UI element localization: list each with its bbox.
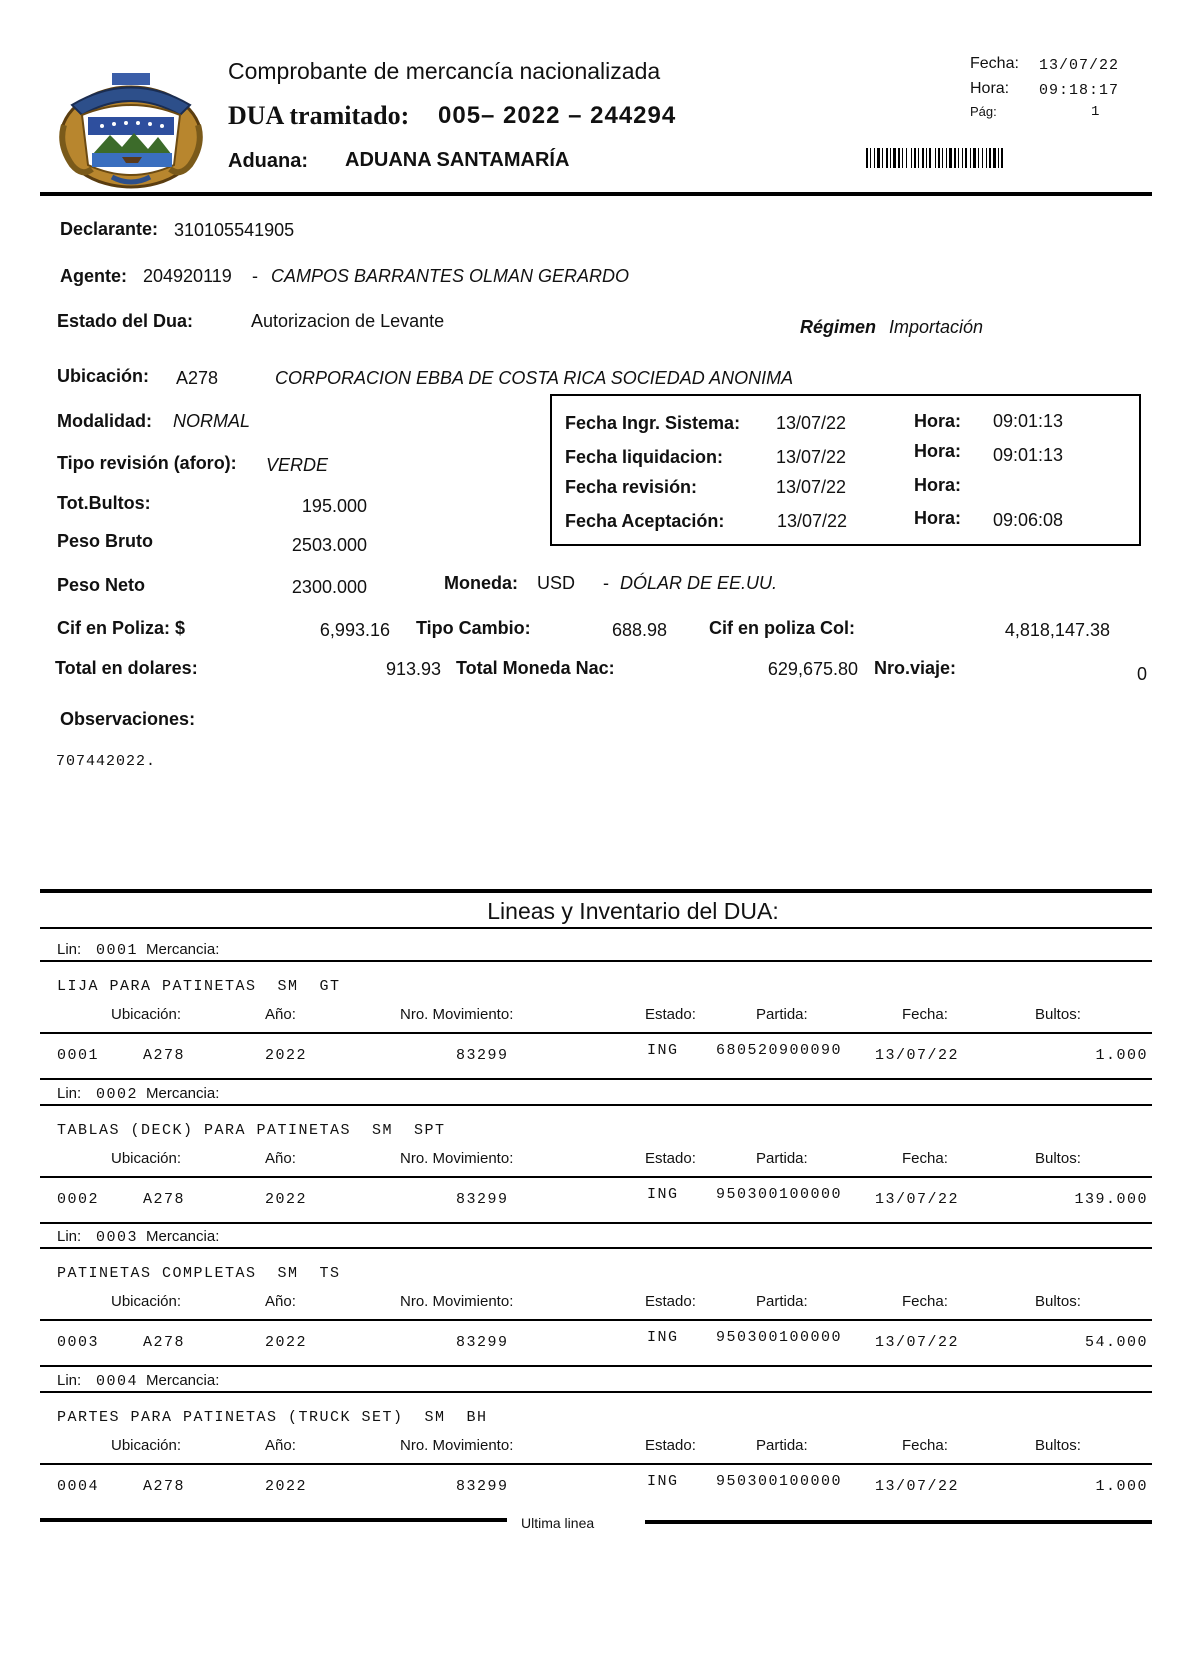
tot-bultos-value: 195.000	[301, 496, 367, 516]
moneda-name: DÓLAR DE EE.UU.	[620, 573, 778, 593]
aduana-value: ADUANA SANTAMARÍA	[345, 149, 570, 171]
row-ubicacion: A278	[143, 1477, 186, 1495]
barcode-bar	[965, 148, 967, 168]
barcode-bar	[926, 148, 927, 168]
line-columns-rule	[40, 1463, 1152, 1465]
mercancia-label: Mercancia:	[146, 941, 220, 958]
barcode-bar	[911, 148, 912, 168]
hora-aceptacion-label: Hora:	[914, 508, 962, 528]
row-estado: ING	[647, 1472, 679, 1490]
lin-label: Lin:	[57, 941, 82, 958]
row-bultos: 1.000	[1095, 1477, 1148, 1495]
row-number: 0002	[57, 1190, 100, 1208]
coat-of-arms-emblem	[52, 65, 210, 193]
agente-code: 204920119	[143, 266, 232, 286]
lines-section-title: Lineas y Inventario del DUA:	[487, 898, 779, 924]
col-header: Bultos:	[1035, 1149, 1081, 1167]
tot-bultos-label: Tot.Bultos:	[57, 493, 151, 513]
lin-label: Lin:	[57, 1371, 82, 1389]
lin-number: 0003	[96, 1229, 139, 1246]
col-header: Fecha:	[902, 1149, 948, 1167]
barcode-bar	[918, 148, 919, 168]
observaciones-label: Observaciones:	[60, 709, 196, 729]
row-anio: 2022	[265, 1477, 308, 1495]
row-ubicacion: A278	[143, 1190, 186, 1208]
cif-poliza-value: 6,993.16	[319, 620, 390, 640]
pag-value: 1	[1091, 104, 1100, 120]
col-header: Estado:	[645, 1006, 696, 1023]
col-header: Partida:	[756, 1436, 808, 1454]
barcode-bar	[870, 148, 871, 168]
fecha-liquidacion-label: Fecha liquidacion:	[565, 447, 724, 467]
barcode-bar	[958, 148, 959, 168]
line-separator-rule	[40, 1078, 1152, 1080]
row-bultos: 54.000	[1084, 1334, 1148, 1351]
barcode-bar	[973, 148, 976, 168]
cif-col-value: 4,818,147.38	[1004, 620, 1110, 640]
col-header: Fecha:	[902, 1006, 948, 1023]
line-description: PATINETAS COMPLETAS SM TS	[57, 1265, 341, 1282]
pag-label: Pág:	[970, 104, 997, 119]
row-ubicacion: A278	[143, 1047, 186, 1064]
lin-number: 0004	[96, 1372, 139, 1390]
col-header: Año:	[265, 1293, 296, 1310]
fecha-aceptacion-date: 13/07/22	[777, 511, 848, 531]
tipo-revision-label: Tipo revisión (aforo):	[57, 453, 237, 473]
col-header: Ubicación:	[111, 1436, 182, 1454]
row-partida: 950300100000	[716, 1185, 843, 1203]
col-header: Nro. Movimiento:	[400, 1436, 514, 1454]
barcode-bar	[962, 148, 963, 168]
declarante-value: 310105541905	[174, 220, 295, 240]
barcode-bar	[993, 148, 996, 168]
total-dolares-value: 913.93	[385, 659, 441, 679]
col-header: Partida:	[756, 1149, 808, 1167]
row-number: 0001	[57, 1047, 100, 1064]
barcode-bar	[998, 148, 999, 168]
row-ubicacion: A278	[143, 1334, 186, 1351]
line-description: LIJA PARA PATINETAS SM GT	[57, 978, 341, 995]
row-partida: 950300100000	[716, 1472, 843, 1490]
total-nac-label: Total Moneda Nac:	[456, 658, 615, 678]
row-movimiento: 83299	[456, 1047, 509, 1064]
fecha-revision-date: 13/07/22	[776, 477, 847, 497]
row-fecha: 13/07/22	[875, 1047, 960, 1064]
barcode-bar	[942, 148, 943, 168]
estado-label: Estado del Dua:	[57, 311, 194, 331]
observaciones-value: 707442022.	[56, 753, 157, 770]
row-bultos: 139.000	[1074, 1190, 1148, 1208]
tipo-cambio-value: 688.98	[611, 620, 667, 640]
footer-left-rule	[40, 1518, 507, 1522]
row-fecha: 13/07/22	[875, 1190, 960, 1208]
col-header: Año:	[265, 1149, 296, 1167]
dua-number: 005– 2022 – 244294	[438, 102, 677, 129]
peso-neto-value: 2300.000	[291, 577, 367, 597]
barcode-bar	[946, 148, 947, 168]
row-fecha: 13/07/22	[875, 1334, 960, 1351]
barcode-bar	[935, 148, 936, 168]
barcode-bar	[954, 148, 956, 168]
fecha-label: Fecha:	[970, 55, 1019, 72]
barcode-bar	[949, 148, 952, 168]
row-estado: ING	[647, 1185, 679, 1203]
mercancia-label: Mercancia:	[146, 1371, 220, 1389]
row-partida: 950300100000	[716, 1329, 843, 1346]
ultima-linea-label: Ultima linea	[521, 1515, 595, 1531]
aduana-label: Aduana:	[228, 150, 308, 172]
barcode-bar	[893, 148, 896, 168]
estado-value: Autorizacion de Levante	[251, 311, 445, 331]
cif-poliza-label: Cif en Poliza: $	[57, 618, 186, 638]
row-number: 0003	[57, 1334, 100, 1351]
line-separator-rule	[40, 1222, 1152, 1224]
barcode-bar	[1001, 148, 1003, 168]
modalidad-label: Modalidad:	[57, 411, 152, 431]
col-header: Bultos:	[1035, 1436, 1081, 1454]
barcode-bar	[914, 148, 916, 168]
row-anio: 2022	[265, 1190, 308, 1208]
ubicacion-label: Ubicación:	[57, 366, 150, 386]
lin-number: 0002	[96, 1085, 139, 1103]
hora-liquidacion-value: 09:01:13	[993, 445, 1064, 465]
col-header: Bultos:	[1035, 1006, 1081, 1023]
barcode-bar	[922, 148, 924, 168]
dua-label: DUA tramitado:	[228, 101, 410, 130]
hora-liquidacion-label: Hora:	[914, 441, 962, 461]
col-header: Nro. Movimiento:	[400, 1006, 514, 1023]
hora-aceptacion-value: 09:06:08	[993, 510, 1064, 530]
row-number: 0004	[57, 1477, 100, 1495]
tipo-revision-value: VERDE	[266, 455, 329, 475]
fecha-revision-label: Fecha revisión:	[565, 477, 698, 497]
fecha-value: 13/07/22	[1039, 57, 1120, 74]
lines-title-divider	[40, 927, 1152, 929]
ubicacion-code: A278	[176, 368, 219, 388]
barcode-bar	[882, 148, 883, 168]
col-header: Estado:	[645, 1149, 696, 1167]
line-columns-rule	[40, 1176, 1152, 1178]
peso-bruto-value: 2503.000	[291, 535, 367, 555]
hora-ingreso-label: Hora:	[914, 411, 962, 431]
line-header-rule	[40, 1104, 1152, 1106]
row-fecha: 13/07/22	[875, 1477, 960, 1495]
row-partida: 680520900090	[716, 1042, 843, 1059]
mercancia-label: Mercancia:	[146, 1084, 220, 1102]
lin-label: Lin:	[57, 1228, 82, 1245]
col-header: Ubicación:	[111, 1006, 182, 1023]
col-header: Nro. Movimiento:	[400, 1149, 514, 1167]
fecha-ingreso-label: Fecha Ingr. Sistema:	[565, 413, 741, 433]
barcode-bar	[989, 148, 991, 168]
declarante-label: Declarante:	[60, 219, 159, 239]
hora-label: Hora:	[970, 80, 1010, 97]
peso-bruto-label: Peso Bruto	[57, 531, 154, 551]
lines-top-divider	[40, 889, 1152, 893]
barcode-bar	[970, 148, 971, 168]
col-header: Ubicación:	[111, 1149, 182, 1167]
barcode-bar	[986, 148, 987, 168]
footer-right-rule	[645, 1520, 1152, 1524]
line-columns-rule	[40, 1032, 1152, 1034]
row-movimiento: 83299	[456, 1334, 509, 1351]
barcode-bar	[902, 148, 903, 168]
nro-viaje-value: 0	[1136, 664, 1147, 684]
agente-label: Agente:	[60, 266, 127, 286]
fecha-aceptacion-label: Fecha Aceptación:	[565, 511, 725, 531]
line-header-rule	[40, 1247, 1152, 1249]
col-header: Año:	[265, 1436, 296, 1454]
cif-col-label: Cif en poliza Col:	[709, 618, 855, 638]
ubicacion-name: CORPORACION EBBA DE COSTA RICA SOCIEDAD ANONIMA	[275, 368, 794, 388]
hora-revision-label: Hora:	[914, 475, 962, 495]
row-anio: 2022	[265, 1047, 308, 1064]
barcode-bar	[877, 148, 880, 168]
col-header: Año:	[265, 1006, 296, 1023]
fecha-ingreso-date: 13/07/22	[776, 413, 847, 433]
col-header: Partida:	[756, 1006, 808, 1023]
col-header: Ubicación:	[111, 1293, 182, 1310]
hora-value: 09:18:17	[1039, 82, 1120, 99]
barcode-bar	[906, 148, 907, 168]
line-columns-rule	[40, 1319, 1152, 1321]
row-bultos: 1.000	[1095, 1047, 1148, 1064]
row-estado: ING	[647, 1329, 679, 1346]
line-header-rule	[40, 1391, 1152, 1393]
line-header-rule	[40, 960, 1152, 962]
fecha-liquidacion-date: 13/07/22	[776, 447, 847, 467]
line-description: PARTES PARA PATINETAS (TRUCK SET) SM BH	[57, 1408, 488, 1426]
moneda-sep: -	[603, 573, 609, 593]
regimen-value: Importación	[889, 317, 984, 337]
barcode-bar	[874, 148, 875, 168]
modalidad-value: NORMAL	[173, 411, 251, 431]
barcode-bar	[866, 148, 868, 168]
peso-neto-label: Peso Neto	[57, 575, 146, 595]
header-divider	[40, 192, 1152, 196]
barcode	[866, 148, 1068, 168]
tipo-cambio-label: Tipo Cambio:	[416, 618, 531, 638]
line-separator-rule	[40, 1365, 1152, 1367]
row-estado: ING	[647, 1042, 679, 1059]
col-header: Estado:	[645, 1436, 696, 1454]
barcode-bar	[886, 148, 888, 168]
row-anio: 2022	[265, 1334, 308, 1351]
moneda-label: Moneda:	[444, 573, 518, 593]
row-movimiento: 83299	[456, 1477, 509, 1495]
barcode-bar	[898, 148, 900, 168]
col-header: Nro. Movimiento:	[400, 1293, 514, 1310]
col-header: Fecha:	[902, 1436, 948, 1454]
barcode-bar	[978, 148, 979, 168]
document-title: Comprobante de mercancía nacionalizada	[228, 58, 661, 84]
line-description: TABLAS (DECK) PARA PATINETAS SM SPT	[57, 1121, 446, 1139]
col-header: Partida:	[756, 1293, 808, 1310]
barcode-bar	[938, 148, 940, 168]
nro-viaje-label: Nro.viaje:	[874, 658, 957, 678]
barcode-bar	[890, 148, 891, 168]
row-movimiento: 83299	[456, 1190, 509, 1208]
lin-label: Lin:	[57, 1084, 82, 1102]
agente-sep: -	[252, 266, 258, 286]
mercancia-label: Mercancia:	[146, 1228, 220, 1245]
agente-name: CAMPOS BARRANTES OLMAN GERARDO	[271, 266, 630, 286]
moneda-code: USD	[537, 573, 576, 593]
col-header: Bultos:	[1035, 1293, 1081, 1310]
total-nac-value: 629,675.80	[767, 659, 858, 679]
lin-number: 0001	[96, 942, 139, 959]
regimen-label: Régimen	[800, 317, 877, 337]
barcode-bar	[929, 148, 931, 168]
hora-ingreso-value: 09:01:13	[993, 411, 1064, 431]
total-dolares-label: Total en dolares:	[55, 658, 198, 678]
col-header: Estado:	[645, 1293, 696, 1310]
col-header: Fecha:	[902, 1293, 948, 1310]
barcode-bar	[982, 148, 983, 168]
